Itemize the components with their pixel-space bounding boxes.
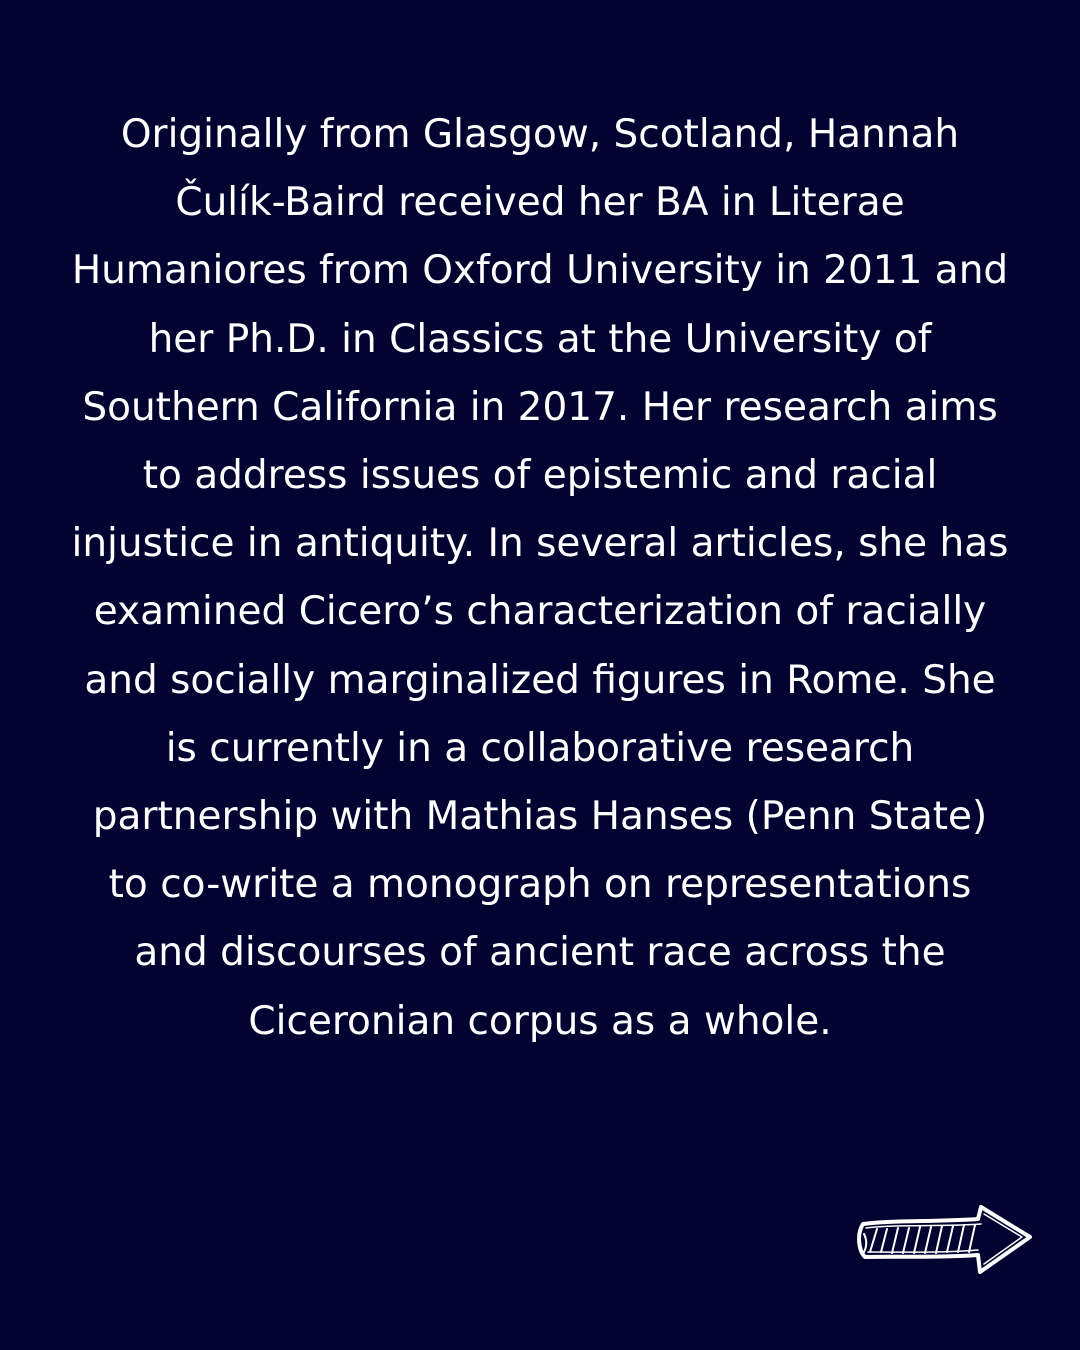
bio-line: Humaniores from Oxford University in 2011 and [71, 248, 1009, 294]
bio-line: Ciceronian corpus as a whole. [248, 998, 832, 1044]
bio-line: is currently in a collaborative research [165, 725, 915, 771]
bio-line: and socially marginalized figures in Rome. She [84, 657, 996, 703]
bio-line: her Ph.D. in Classics at the University of [148, 316, 932, 362]
bio-line: to co-write a monograph on representations [108, 862, 972, 908]
arrow-right-icon[interactable] [852, 1200, 1038, 1282]
bio-line: examined Cicero’s characterization of racially [93, 589, 987, 635]
bio-line: partnership with Mathias Hanses (Penn State) [92, 794, 988, 840]
bio-line: Originally from Glasgow, Scotland, Hannah [120, 112, 960, 157]
bio-line: Čulík-Baird received her BA in Literae [175, 180, 905, 226]
bio-line: to address issues of epistemic and racial [142, 453, 938, 499]
bio-line: and discourses of ancient race across the [134, 930, 946, 976]
bio-line: Southern California in 2017. Her research aims [82, 384, 998, 430]
bio-text [40, 101, 1040, 1056]
bio-line: injustice in antiquity. In several articles, she has [71, 521, 1009, 567]
